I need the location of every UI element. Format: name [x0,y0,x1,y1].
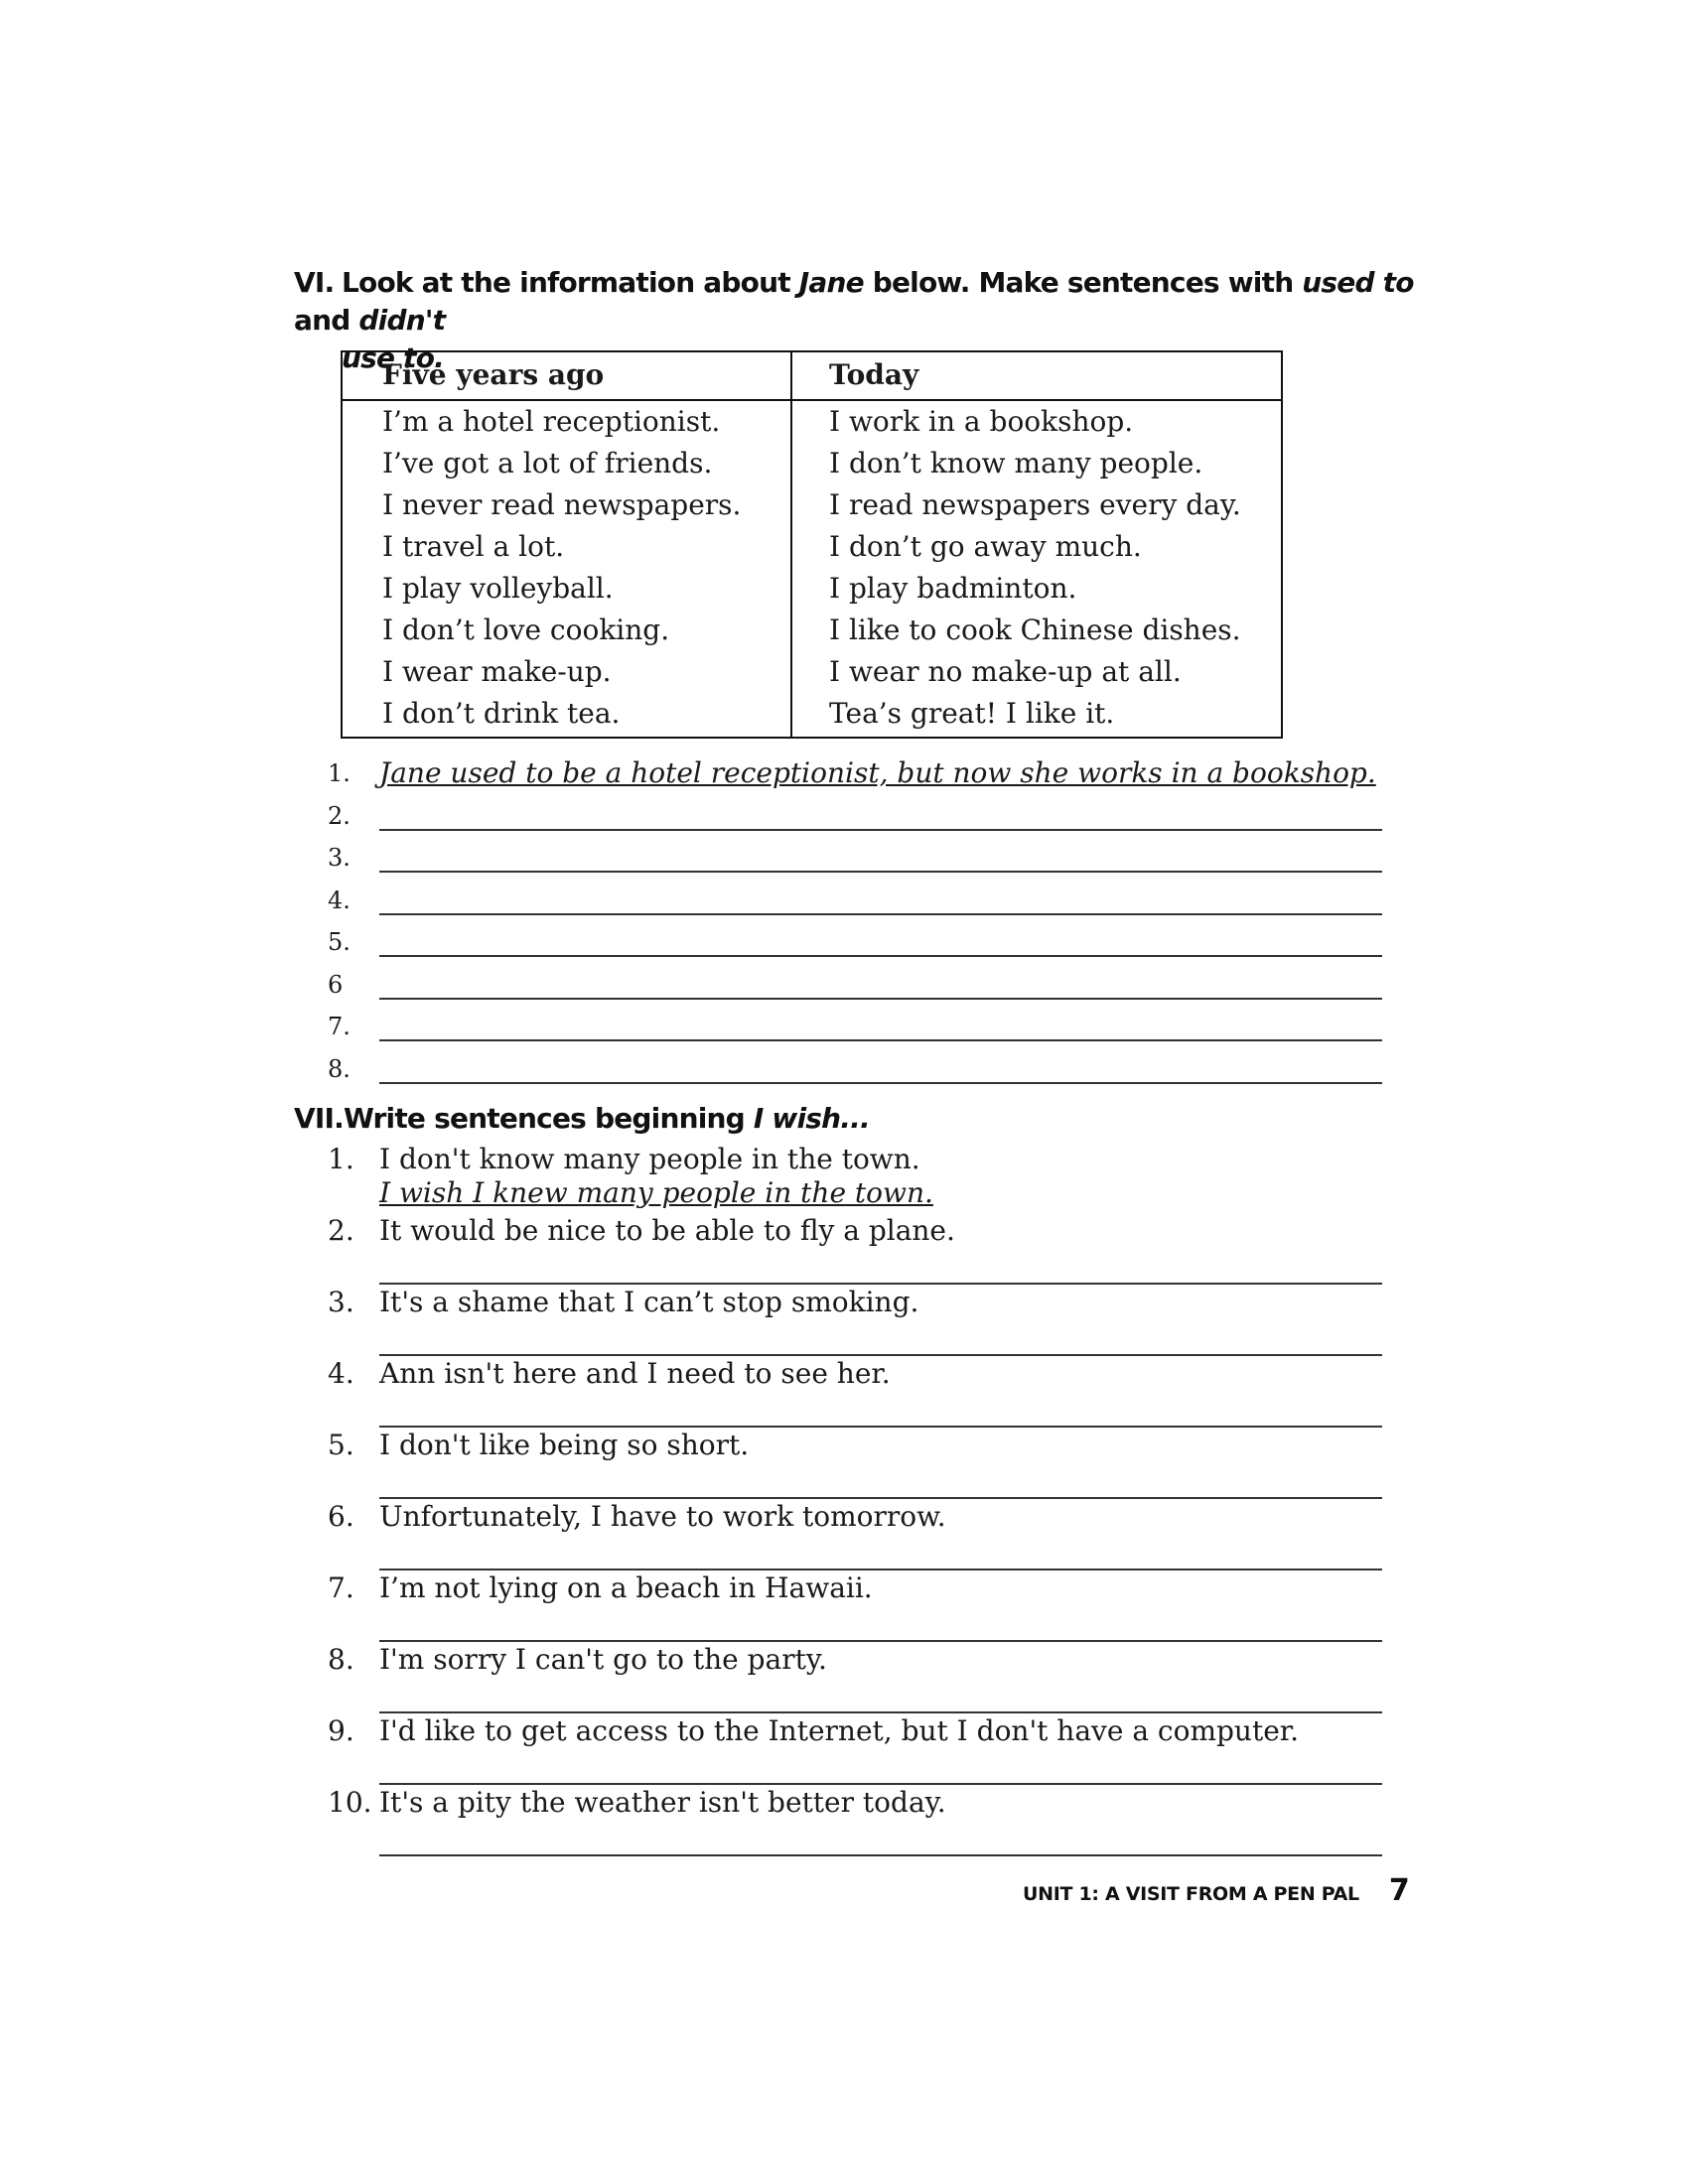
item-prompt: I don't know many people in the town. [379,1143,920,1175]
example-answer: Jane used to be a hotel receptionist, but now she works in a bookshop. [379,756,1376,789]
item-prompt: I'm sorry I can't go to the party. [379,1643,827,1676]
section-6-number: VI. [294,266,335,299]
table-cell-today: I like to cook Chinese dishes. [829,614,1241,646]
table-cell-past: I don’t love cooking. [382,614,670,646]
answer-number: 7. [328,1013,351,1040]
item-number: 2. [328,1214,354,1247]
table-cell-today: I work in a bookshop. [829,405,1134,438]
table-cell-past: I never read newspapers. [382,488,742,521]
answer-line[interactable] [379,1048,1382,1084]
item-number: 5. [328,1429,354,1461]
item-prompt: It's a pity the weather isn't better today. [379,1786,946,1819]
item-number: 4. [328,1357,354,1390]
answer-number: 2. [328,801,351,830]
answer-number: 6 [328,970,344,999]
answer-line[interactable] [379,964,1382,1000]
header-today: Today [829,358,919,391]
section-6-text-2: below. Make sentences with [863,266,1303,299]
table-cell-today: I wear no make-up at all. [829,655,1182,688]
table-column-divider [790,352,792,737]
answer-line[interactable] [379,1006,1382,1041]
section-6-italic-jane: Jane [798,266,864,299]
section-6-italic-used-to: used to [1302,266,1414,299]
item-prompt: It would be nice to be able to fly a plane. [379,1214,955,1247]
answer-line[interactable] [379,880,1382,915]
answer-number: 1. [328,759,351,787]
item-prompt: I’m not lying on a beach in Hawaii. [379,1571,873,1604]
item-prompt: It's a shame that I can’t stop smoking. [379,1286,919,1318]
column-today [829,352,1241,735]
table-cell-today: Tea’s great! I like it. [829,697,1115,730]
answer-number: 5. [328,928,351,956]
comparison-table [341,350,1283,739]
answer-number: 8. [328,1054,351,1083]
item-number: 8. [328,1643,354,1676]
item-number: 9. [328,1714,354,1747]
item-number: 7. [328,1571,354,1604]
answer-line[interactable] [379,1463,1382,1499]
section-6-italic-didnt: didn't [358,304,446,337]
table-cell-today: I play badminton. [829,572,1077,605]
section-6-text-3: and [294,304,359,337]
unit-title: UNIT 1: A VISIT FROM A PEN PAL [1023,1883,1359,1905]
answer-line[interactable] [379,1392,1382,1428]
item-number: 1. [328,1143,354,1175]
answer-line[interactable] [379,795,1382,831]
item-number: 3. [328,1286,354,1318]
example-answer: I wish I knew many people in the town. [379,1176,933,1209]
answer-line[interactable] [379,1606,1382,1642]
item-prompt: I'd like to get access to the Internet, but I don't have a computer. [379,1714,1299,1747]
table-cell-past: I travel a lot. [382,530,565,563]
section-6-text-1: Look at the information about [342,266,799,299]
table-cell-today: I don’t know many people. [829,447,1203,479]
table-cell-today: I read newspapers every day. [829,488,1241,521]
table-cell-past: I’m a hotel receptionist. [382,405,721,438]
table-cell-past: I wear make-up. [382,655,612,688]
page-number: 7 [1388,1873,1410,1908]
column-five-years-ago [382,352,741,735]
answer-line[interactable] [379,1821,1382,1856]
item-prompt: Ann isn't here and I need to see her. [379,1357,891,1390]
table-cell-past: I don’t drink tea. [382,697,621,730]
answer-number: 4. [328,886,351,914]
answer-line[interactable] [379,1678,1382,1713]
section-7-text: Write sentences beginning [343,1102,754,1135]
item-prompt: Unfortunately, I have to work tomorrow. [379,1500,946,1533]
table-cell-past: I’ve got a lot of friends. [382,447,713,479]
table-cell-today: I don’t go away much. [829,530,1142,563]
item-prompt: I don't like being so short. [379,1429,750,1461]
answer-line[interactable] [379,837,1382,873]
table-cell-past: I play volleyball. [382,572,614,605]
answer-line[interactable] [379,921,1382,957]
section-7-number: VII. [294,1102,344,1135]
answer-line[interactable] [379,1320,1382,1356]
item-number: 10. [328,1786,372,1819]
answer-line[interactable] [379,1535,1382,1570]
section-7-heading [294,1100,870,1138]
item-number: 6. [328,1500,354,1533]
answer-line[interactable] [379,1249,1382,1285]
section-7-italic-i-wish: I wish... [753,1102,870,1135]
answer-line[interactable] [379,1749,1382,1785]
section-6-italic-use-to: use to. [342,341,444,374]
answer-number: 3. [328,844,351,872]
page-footer [1023,1871,1410,1916]
header-five-years-ago: Five years ago [382,358,605,391]
